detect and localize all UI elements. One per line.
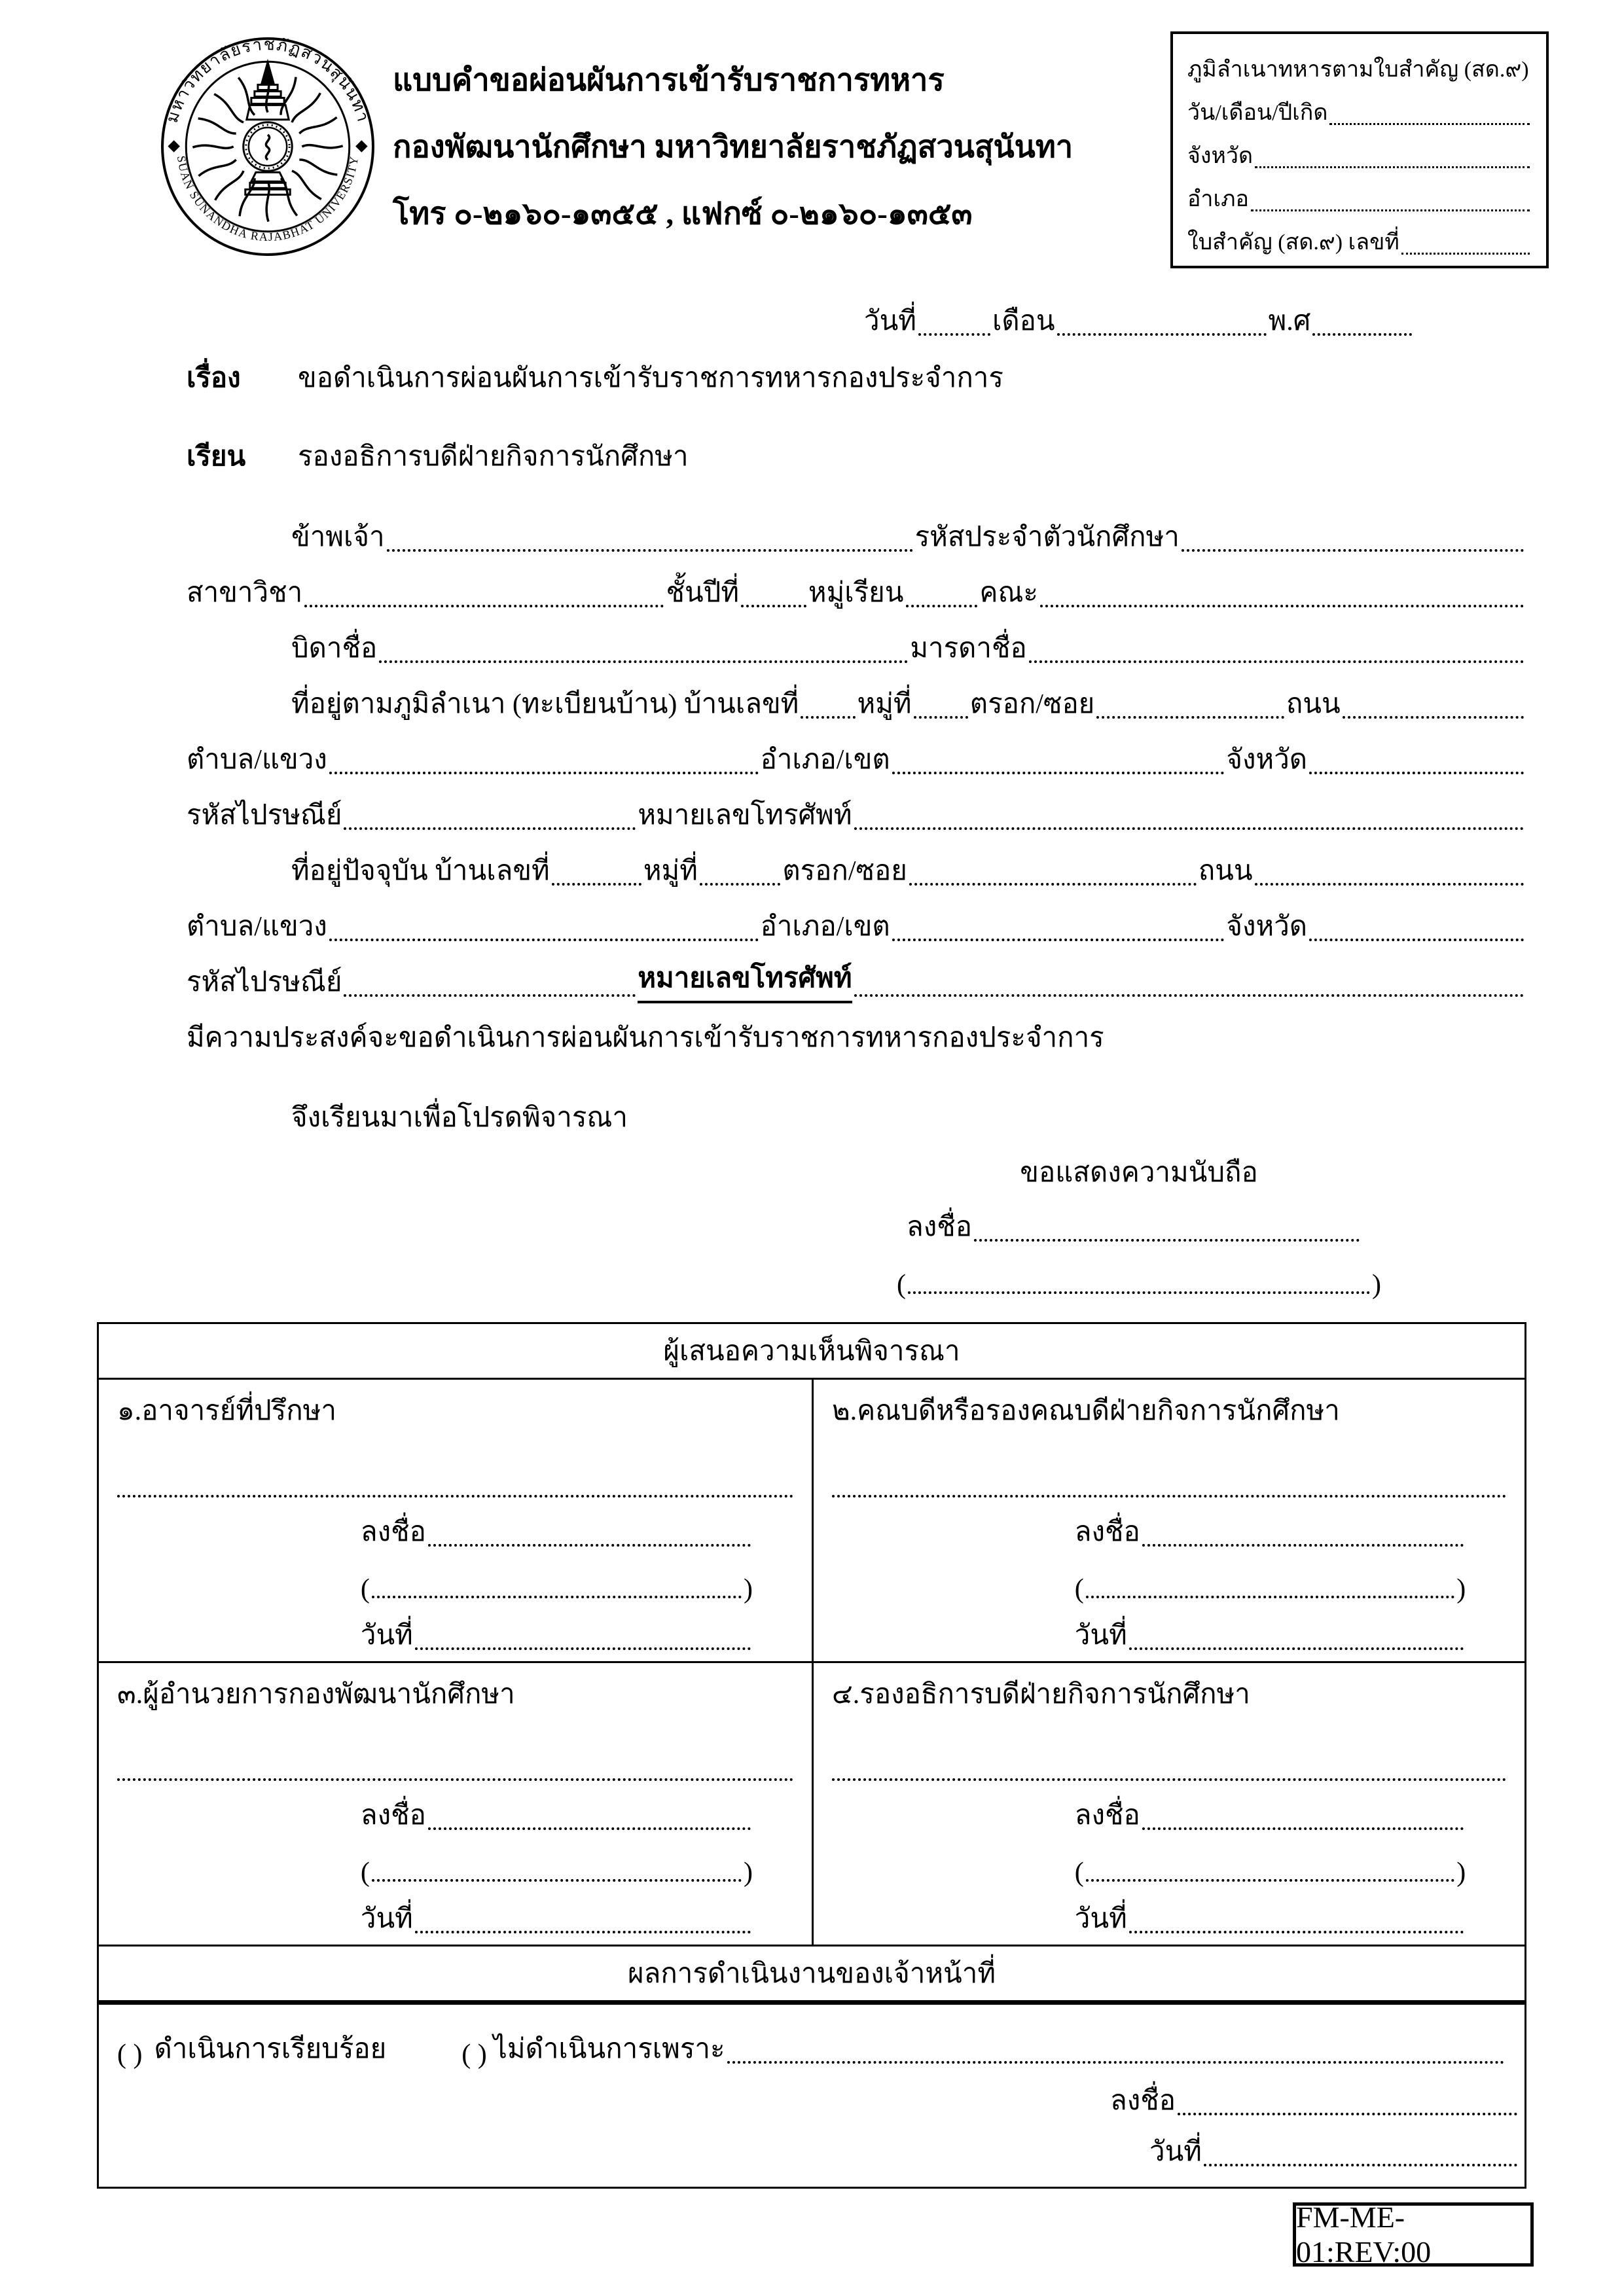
moo-label: หมู่ที่ xyxy=(857,689,912,719)
sign-name-blank-field xyxy=(1086,1879,1454,1882)
certificate-no-label: ใบสำคัญ (สด.๙) เลขที่ xyxy=(1187,230,1399,255)
paren-open: ( xyxy=(1074,1857,1084,1888)
student-id-blank-field xyxy=(1182,549,1524,552)
official-sign-line xyxy=(1110,2070,1519,2122)
sign-label: ลงชื่อ xyxy=(1110,2086,1176,2116)
paren-open: ( xyxy=(1074,1574,1084,1604)
milbox-title-line xyxy=(1187,43,1532,86)
paren-close: ) xyxy=(744,1574,753,1604)
current-subdistrict-label: ตำบล/แขวง xyxy=(187,912,327,942)
faculty-blank-field xyxy=(1040,605,1524,607)
sign-label: ลงชื่อ xyxy=(360,1801,426,1831)
logo-thai-arc-text: มหาวิทยาลัยราชภัฏสวนสุนันทา xyxy=(163,36,372,125)
mother-label: มารดาชื่อ xyxy=(910,634,1027,664)
sign-name-blank-field xyxy=(372,1879,742,1882)
result-options-line xyxy=(117,2011,1506,2070)
road-blank-field xyxy=(1343,716,1524,719)
student-id-label: รหัสประจำตัวนักศึกษา xyxy=(914,522,1180,552)
dean-title: ๒.คณบดีหรือรองคณบดีฝ่ายกิจการนักศึกษา xyxy=(832,1396,1340,1426)
phone-fax-line: โทร ๐-๒๑๖๐-๑๓๕๕ , แฟกซ์ ๐-๒๑๖๐-๑๓๕๓ xyxy=(393,197,973,231)
phone-label-emphasized: หมายเลขโทรศัพท์ xyxy=(638,956,852,1003)
milbox-title: ภูมิลำเนาทหารตามใบสำคัญ (สด.๙) xyxy=(1187,58,1529,82)
province-blank-field xyxy=(1255,166,1530,168)
faculty-label: คณะ xyxy=(979,578,1038,608)
phone-label: หมายเลขโทรศัพท์ xyxy=(638,800,852,831)
milbox-district-line xyxy=(1187,173,1532,216)
paren-close: ) xyxy=(1456,1574,1466,1604)
official-signature-blank-field xyxy=(1178,2113,1517,2115)
sign-name-blank-field xyxy=(1086,1596,1454,1598)
domicile-postcode-line xyxy=(187,781,1526,836)
province-label: จังหวัด xyxy=(1226,745,1308,775)
group-blank-field xyxy=(906,605,978,607)
current-postcode-line xyxy=(187,948,1526,1003)
year-label: ชั้นปีที่ xyxy=(666,578,740,608)
milbox-certificate-line xyxy=(1187,216,1532,259)
current-alley-label: ตรอก/ซอย xyxy=(782,856,907,886)
result-header-text: ผลการดำเนินงานของเจ้าหน้าที่ xyxy=(627,1959,996,1989)
date-blank-field xyxy=(415,1931,751,1933)
i-am-label: ข้าพเจ้า xyxy=(291,522,385,552)
vice-rector-signature-group xyxy=(1075,1785,1466,1940)
to-text: รองอธิการบดีฝ่ายกิจการนักศึกษา xyxy=(298,442,689,472)
current-house-no-blank-field xyxy=(552,883,641,886)
subdistrict-blank-field xyxy=(329,772,759,774)
letter-signature-blank-field xyxy=(974,1239,1360,1242)
current-road-label: ถนน xyxy=(1198,856,1253,886)
province-label: จังหวัด xyxy=(1187,144,1254,168)
date-label: วันที่ xyxy=(360,1621,413,1651)
current-subdistrict-line xyxy=(187,892,1526,948)
date-label: วันที่ xyxy=(1149,2137,1202,2167)
sign-label: ลงชื่อ xyxy=(360,1517,426,1547)
paren-close: ) xyxy=(1372,1270,1381,1300)
done-label: ดำเนินการเรียบร้อย xyxy=(154,2034,387,2064)
date-blank-field xyxy=(415,1647,751,1650)
closing-text: จึงเรียนมาเพื่อโปรดพิจารณา xyxy=(291,1103,628,1133)
form-title: แบบคำขอผ่อนผันการเข้ารับราชการทหาร xyxy=(393,63,945,98)
father-name-blank-field xyxy=(379,660,908,663)
form-header xyxy=(393,47,1073,247)
current-postcode-blank-field xyxy=(344,994,636,997)
current-district-blank-field xyxy=(892,939,1225,941)
major-year-line xyxy=(187,558,1526,614)
current-moo-blank-field xyxy=(700,883,780,886)
official-date-line xyxy=(1149,2121,1519,2173)
mother-name-blank-field xyxy=(1029,660,1524,663)
vice-rector-cell xyxy=(812,1663,1525,1945)
parents-line xyxy=(187,614,1526,670)
district-blank-field xyxy=(892,772,1225,774)
district-label: อำเภอ xyxy=(1187,187,1249,211)
current-road-blank-field xyxy=(1255,883,1524,886)
review-row-2 xyxy=(99,1663,1525,1946)
dean-comment-blank-field xyxy=(832,1495,1506,1498)
respect-line xyxy=(949,1151,1329,1194)
phone-blank-field xyxy=(854,827,1524,830)
domicile-subdistrict-line xyxy=(187,725,1526,781)
to-label: เรียน xyxy=(187,442,246,472)
director-title: ๓.ผู้อำนวยการกองพัฒนานักศึกษา xyxy=(117,1679,515,1710)
moo-blank-field xyxy=(914,716,968,719)
birthdate-label: วัน/เดือน/ปีเกิด xyxy=(1187,101,1328,125)
signature-blank-field xyxy=(1142,1544,1464,1547)
house-no-blank-field xyxy=(801,716,855,719)
to-line xyxy=(187,422,689,478)
current-phone-blank-field xyxy=(854,994,1524,997)
letter-sign-label: ลงชื่อ xyxy=(907,1212,972,1242)
current-moo-label: หมู่ที่ xyxy=(643,856,698,886)
form-code-text: FM-ME-01:REV:00 xyxy=(1296,2200,1432,2269)
advisor-signature-group xyxy=(361,1501,753,1657)
date-blank-field xyxy=(1129,1931,1464,1933)
vice-rector-comment-blank-field xyxy=(832,1778,1506,1781)
current-district-label: อำเภอ/เขต xyxy=(760,912,890,942)
review-table-header-text: ผู้เสนอความเห็นพิจารณา xyxy=(663,1336,960,1367)
advisor-comment-blank-field xyxy=(117,1495,793,1498)
current-province-blank-field xyxy=(1309,939,1524,941)
postcode-label: รหัสไปรษณีย์ xyxy=(187,800,342,831)
letter-sign-name-blank-field xyxy=(908,1291,1370,1294)
date-label: วันที่ xyxy=(1074,1621,1127,1651)
paren-open: ( xyxy=(360,1574,370,1604)
review-row-1 xyxy=(99,1380,1525,1663)
signature-blank-field xyxy=(428,1827,751,1830)
form-body xyxy=(187,503,1526,1059)
milbox-birthdate-line xyxy=(1187,86,1532,130)
not-done-checkbox: ( ) xyxy=(461,2039,487,2070)
university-logo xyxy=(159,36,376,257)
sign-label: ลงชื่อ xyxy=(1074,1801,1140,1831)
subdistrict-label: ตำบล/แขวง xyxy=(187,745,327,775)
date-blank-field xyxy=(1129,1647,1464,1650)
university-seal-graphic xyxy=(159,36,376,257)
date-month-label: เดือน xyxy=(992,306,1055,336)
sign-name-blank-field xyxy=(372,1596,742,1598)
subject-label: เรื่อง xyxy=(187,363,241,393)
current-address-line xyxy=(187,836,1526,892)
domicile-address-line xyxy=(187,670,1526,725)
current-address-label: ที่อยู่ปัจจุบัน บ้านเลขที่ xyxy=(291,856,550,886)
not-done-reason-blank-field xyxy=(727,2061,1504,2064)
name-studentid-line xyxy=(187,503,1526,558)
father-label: บิดาชื่อ xyxy=(291,634,378,664)
current-alley-blank-field xyxy=(909,883,1197,886)
director-cell xyxy=(99,1663,812,1945)
advisor-cell xyxy=(99,1380,812,1661)
official-date-blank-field xyxy=(1204,2164,1517,2166)
logo-english-arc-text: SUAN SUNANDHA RAJABHAT UNIVERSITY xyxy=(174,154,361,244)
date-label: วันที่ xyxy=(360,1904,413,1934)
dean-signature-group xyxy=(1075,1501,1466,1657)
letter-date-line xyxy=(864,287,1414,342)
signature-blank-field xyxy=(1142,1827,1464,1830)
not-done-label: ไม่ดำเนินการเพราะ xyxy=(493,2034,725,2064)
province-blank-field xyxy=(1309,772,1524,774)
sign-label: ลงชื่อ xyxy=(1074,1517,1140,1547)
dean-cell xyxy=(812,1380,1525,1661)
postcode-blank-field xyxy=(344,827,636,830)
respect-text: ขอแสดงความนับถือ xyxy=(1020,1158,1258,1188)
date-year-label: พ.ศ xyxy=(1268,306,1311,336)
done-checkbox: ( ) xyxy=(117,2039,143,2070)
letter-sign-line xyxy=(907,1193,1362,1248)
closing-line xyxy=(291,1083,628,1139)
paren-open: ( xyxy=(897,1270,906,1300)
date-day-blank-field xyxy=(918,333,990,336)
birthdate-blank-field xyxy=(1329,123,1530,125)
result-section xyxy=(99,2005,1525,2187)
review-table xyxy=(97,1322,1526,2189)
review-table-header xyxy=(99,1324,1525,1380)
form-code-box xyxy=(1293,2202,1534,2267)
group-label: หมู่เรียน xyxy=(808,578,904,608)
milbox-province-line xyxy=(1187,130,1532,173)
advisor-title: ๑.อาจารย์ที่ปรึกษา xyxy=(117,1396,336,1426)
current-postcode-label: รหัสไปรษณีย์ xyxy=(187,967,342,997)
paren-close: ) xyxy=(744,1857,753,1888)
department-name: กองพัฒนานักศึกษา มหาวิทยาลัยราชภัฏสวนสุนันทา xyxy=(393,130,1074,164)
intent-text: มีความประสงค์จะขอดำเนินการผ่อนผันการเข้ารับราชการทหารกองประจำการ xyxy=(187,1023,1104,1053)
paren-close: ) xyxy=(1456,1857,1466,1888)
major-blank-field xyxy=(304,605,664,607)
date-label: วันที่ xyxy=(1074,1904,1127,1934)
road-label: ถนน xyxy=(1286,689,1341,719)
subject-line xyxy=(187,344,1003,399)
district-blank-field xyxy=(1251,209,1530,211)
current-subdistrict-blank-field xyxy=(329,939,759,941)
chedi-pagoda-icon xyxy=(244,62,292,194)
district-label: อำเภอ/เขต xyxy=(760,745,890,775)
current-province-label: จังหวัด xyxy=(1226,912,1308,942)
paren-open: ( xyxy=(360,1857,370,1888)
date-year-blank-field xyxy=(1312,333,1412,336)
alley-label: ตรอก/ซอย xyxy=(969,689,1095,719)
director-signature-group xyxy=(361,1785,753,1940)
military-domicile-box xyxy=(1170,31,1549,268)
date-month-blank-field xyxy=(1057,333,1267,336)
major-label: สาขาวิชา xyxy=(187,578,303,608)
date-day-label: วันที่ xyxy=(864,306,916,336)
director-comment-blank-field xyxy=(117,1778,793,1781)
name-blank-field xyxy=(387,549,913,552)
domicile-address-label: ที่อยู่ตามภูมิลำเนา (ทะเบียนบ้าน) บ้านเลขที่ xyxy=(291,689,799,719)
letter-sign-name-line xyxy=(897,1245,1381,1300)
intent-line xyxy=(187,1003,1526,1059)
signature-blank-field xyxy=(428,1544,751,1547)
year-blank-field xyxy=(741,605,806,607)
certificate-no-blank-field xyxy=(1401,253,1530,255)
alley-blank-field xyxy=(1096,716,1284,719)
subject-text: ขอดำเนินการผ่อนผันการเข้ารับราชการทหารกองประจำการ xyxy=(298,363,1003,393)
result-header xyxy=(99,1946,1525,2005)
vice-rector-title: ๔.รองอธิการบดีฝ่ายกิจการนักศึกษา xyxy=(832,1679,1250,1710)
